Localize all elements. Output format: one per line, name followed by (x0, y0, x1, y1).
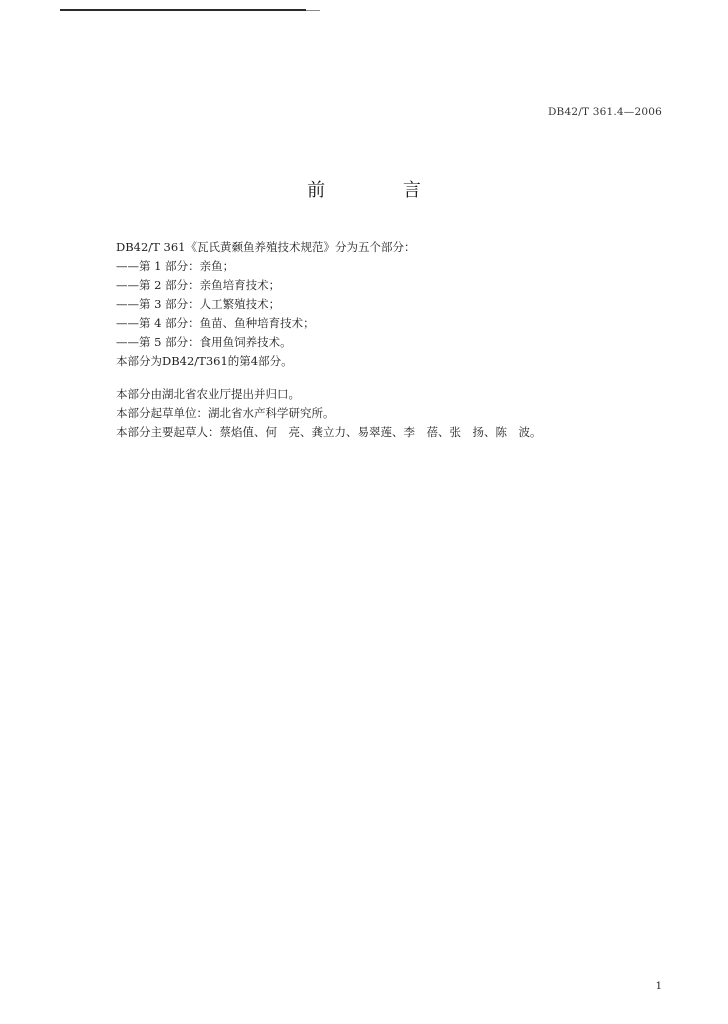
intro-line: ——第 4 部分：鱼苗、鱼种培育技术； (116, 316, 315, 330)
intro-line: ——第 5 部分：食用鱼饲养技术。 (116, 335, 292, 349)
credits-line: 本部分起草单位：湖北省水产科学研究所。 (116, 406, 335, 420)
credits-block (116, 385, 676, 442)
page-number: 1 (655, 981, 662, 992)
intro-line: 本部分为DB42/T361的第4部分。 (116, 354, 293, 368)
intro-line: ——第 3 部分：人工繁殖技术； (116, 297, 281, 311)
credits-line: 本部分主要起草人：蔡焰值、何 亮、龚立力、易翠莲、李 蓓、张 扬、陈 波。 (116, 425, 542, 439)
intro-line: ——第 1 部分：亲鱼； (116, 259, 235, 273)
top-rule (60, 9, 306, 11)
intro-line: DB42/T 361《瓦氏黄颡鱼养殖技术规范》分为五个部分： (116, 240, 416, 254)
credits-line: 本部分由湖北省农业厅提出并归口。 (116, 387, 300, 401)
page-title: 前 言 (307, 180, 457, 201)
document-code: DB42/T 361.4—2006 (547, 106, 662, 118)
intro-line: ——第 2 部分：亲鱼培育技术； (116, 278, 281, 292)
top-rule-tail (306, 10, 320, 11)
intro-block (116, 238, 676, 371)
